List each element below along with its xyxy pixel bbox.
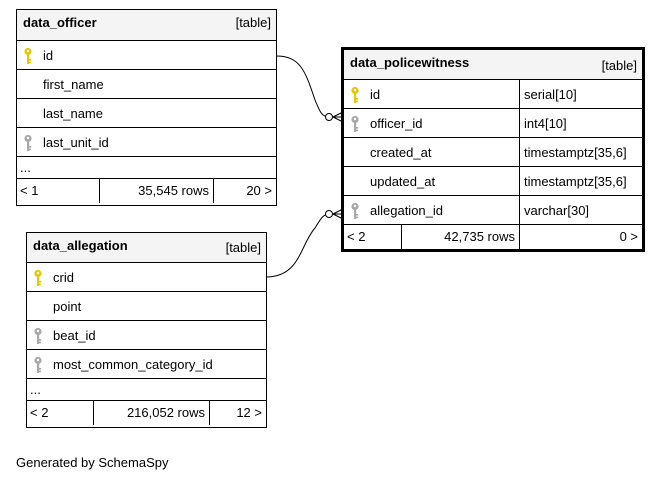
foreign-key-icon bbox=[349, 115, 361, 133]
primary-key-icon bbox=[349, 86, 361, 104]
parents-link[interactable]: < 2 bbox=[30, 405, 49, 420]
column-row-officer-id[interactable] bbox=[344, 109, 642, 138]
row-count: 42,735 rows bbox=[401, 225, 519, 249]
column-name: updated_at bbox=[370, 174, 436, 189]
column-row-beat-id[interactable] bbox=[27, 321, 266, 350]
table-type: [table] bbox=[225, 240, 261, 255]
column-type: timestamptz[35,6] bbox=[519, 167, 627, 195]
row-count: 216,052 rows bbox=[93, 401, 209, 425]
column-row-last-name[interactable] bbox=[17, 99, 276, 128]
column-type: int4[10] bbox=[519, 109, 567, 137]
foreign-key-icon bbox=[32, 327, 44, 345]
column-row-id[interactable] bbox=[344, 80, 642, 109]
parents-link[interactable]: < 2 bbox=[347, 229, 366, 244]
foreign-key-icon bbox=[22, 134, 34, 152]
column-type: timestamptz[35,6] bbox=[519, 138, 627, 166]
more-columns-ellipsis: ... bbox=[30, 382, 41, 397]
table-data-allegation[interactable] bbox=[26, 232, 267, 428]
table-header bbox=[17, 10, 276, 41]
edge-allegation-to-policewitness bbox=[266, 214, 329, 277]
column-row-first-name[interactable] bbox=[17, 70, 276, 99]
column-name: created_at bbox=[370, 145, 432, 160]
column-row-crid[interactable] bbox=[27, 263, 266, 292]
table-type: [table] bbox=[235, 15, 271, 30]
children-link[interactable]: 20 > bbox=[213, 179, 276, 203]
table-footer bbox=[27, 401, 266, 425]
column-type: varchar[30] bbox=[519, 196, 589, 224]
foreign-key-icon bbox=[349, 202, 361, 220]
column-name: crid bbox=[53, 270, 74, 285]
table-data-officer[interactable] bbox=[16, 9, 277, 206]
primary-key-icon bbox=[22, 47, 34, 65]
column-name: id bbox=[43, 48, 54, 63]
table-name: data_allegation bbox=[33, 238, 128, 253]
column-row-id[interactable] bbox=[17, 41, 276, 70]
column-row-updated-at[interactable] bbox=[344, 167, 642, 196]
table-type: [table] bbox=[601, 58, 637, 73]
column-row-most-common-category-id[interactable] bbox=[27, 350, 266, 379]
column-name: officer_id bbox=[370, 116, 423, 131]
foreign-key-icon bbox=[32, 356, 44, 374]
column-name: most_common_category_id bbox=[53, 357, 213, 372]
column-name: last_unit_id bbox=[43, 135, 109, 150]
column-name: point bbox=[53, 299, 82, 314]
column-type: serial[10] bbox=[519, 80, 577, 108]
table-name: data_policewitness bbox=[350, 55, 470, 70]
column-name: id bbox=[370, 87, 381, 102]
column-name: first_name bbox=[43, 77, 104, 92]
column-row-point[interactable] bbox=[27, 292, 266, 321]
column-name: allegation_id bbox=[370, 203, 444, 218]
column-name: last_name bbox=[43, 106, 103, 121]
parents-link[interactable]: < 1 bbox=[20, 183, 39, 198]
table-header bbox=[344, 50, 642, 80]
edge-officer-optional-marker bbox=[326, 114, 333, 121]
column-row-allegation-id[interactable] bbox=[344, 196, 642, 225]
table-footer bbox=[344, 225, 642, 249]
edge-allegation-optional-marker bbox=[326, 211, 333, 218]
table-data-policewitness[interactable] bbox=[341, 47, 645, 252]
row-count: 35,545 rows bbox=[99, 179, 213, 203]
generated-by-note: Generated by SchemaSpy bbox=[16, 455, 169, 470]
more-columns-row bbox=[27, 379, 266, 401]
more-columns-row bbox=[17, 157, 276, 179]
column-row-last-unit-id[interactable] bbox=[17, 128, 276, 157]
edge-officer-to-policewitness bbox=[276, 56, 329, 117]
column-name: beat_id bbox=[53, 328, 96, 343]
more-columns-ellipsis: ... bbox=[20, 160, 31, 175]
table-name: data_officer bbox=[23, 15, 97, 30]
children-link[interactable]: 0 > bbox=[519, 225, 642, 249]
primary-key-icon bbox=[32, 269, 44, 287]
table-footer bbox=[17, 179, 276, 203]
table-header bbox=[27, 233, 266, 263]
children-link[interactable]: 12 > bbox=[209, 401, 266, 425]
column-row-created-at[interactable] bbox=[344, 138, 642, 167]
